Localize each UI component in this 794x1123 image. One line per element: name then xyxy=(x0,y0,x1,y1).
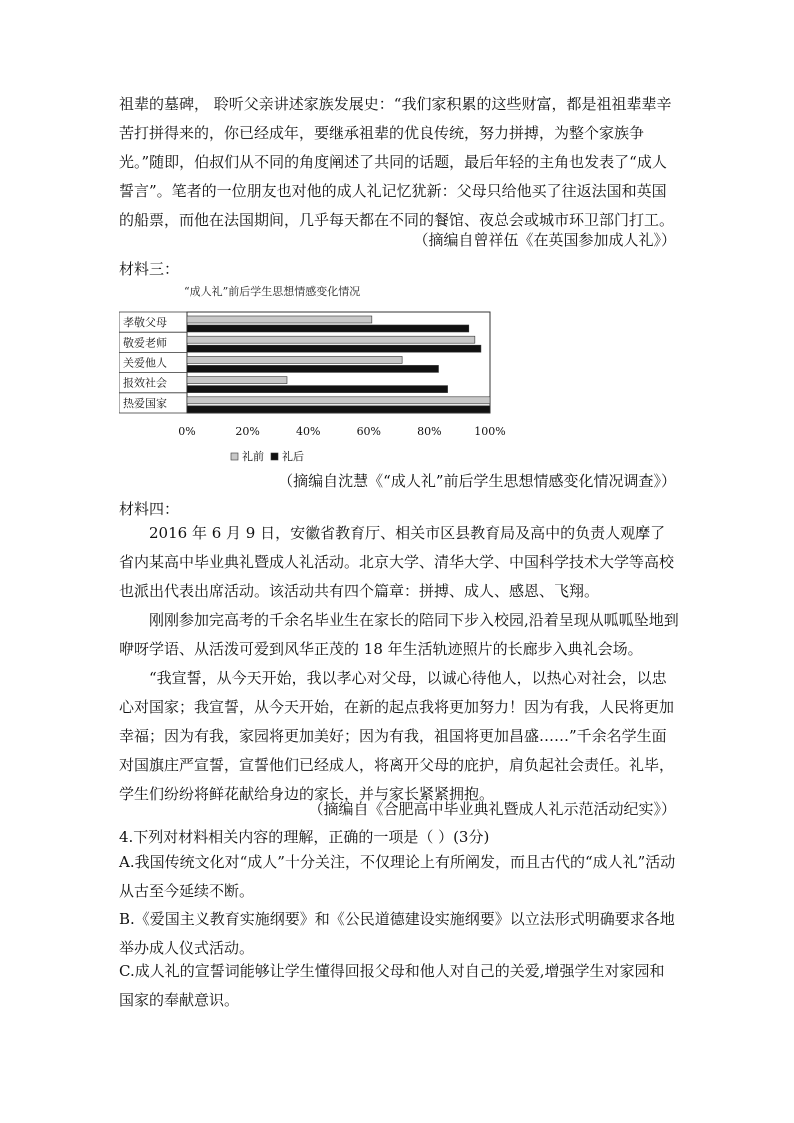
option-b: B.《爱国主义教育实施纲要》和《公民道德建设实施纲要》以立法形式明确要求各地举办成人仪式活动。 xyxy=(119,910,675,957)
x-tick-label: 80% xyxy=(417,425,442,438)
option-c: C.成人礼的宣誓词能够让学生懂得回报父母和他人对自己的关爱,增强学生对家园和国家的奉献意识。 xyxy=(119,962,665,1009)
bar-before xyxy=(187,377,287,384)
category-label: 热爱国家 xyxy=(123,396,167,410)
category-label: 关爱他人 xyxy=(123,356,167,370)
material2-source: （摘编自曾祥伍《在英国参加成人礼》） xyxy=(413,231,676,249)
material4-source: （摘编自《合肥高中毕业典礼暨成人礼示范活动纪实》） xyxy=(308,800,676,818)
bar-after xyxy=(187,345,481,352)
x-tick-label: 60% xyxy=(356,425,382,438)
legend-swatch xyxy=(231,453,238,460)
bar-before xyxy=(187,336,475,343)
material4-paragraph-2: 刚刚参加完高考的千余名毕业生在家长的陪同下步入校园,沿着呈现从呱呱坠地到咿呀学语、从活泼可爱到风华正茂的 18 年生活轨迹照片的长廊步入典礼会场。 xyxy=(119,611,679,658)
category-label: 孝敬父母 xyxy=(123,316,167,330)
x-tick-label: 40% xyxy=(295,425,321,438)
material3-label: 材料三： xyxy=(119,260,180,278)
option-a: A.我国传统文化对“成人”十分关注，不仅理论上有所阐发，而且古代的“成人礼”活动从古至今延续不断。 xyxy=(119,853,676,900)
x-tick-label: 20% xyxy=(235,425,260,438)
bar-after xyxy=(187,365,438,372)
chart-title: “成人礼”前后学生思想情感变化情况 xyxy=(184,285,361,298)
question-stem: 4.下列对材料相关内容的理解，正确的一项是（ ）(3分) xyxy=(119,828,490,846)
bar-before xyxy=(187,397,490,404)
material4-label: 材料四： xyxy=(119,500,180,518)
bar-chart xyxy=(119,282,539,472)
bar-before xyxy=(187,356,402,363)
x-tick-label: 0% xyxy=(178,425,196,438)
legend-label: 礼后 xyxy=(282,450,304,463)
material3-source: （摘编自沈慧《“成人礼”前后学生思想情感变化情况调查》） xyxy=(278,472,676,490)
legend-swatch xyxy=(271,453,278,460)
bar-after xyxy=(187,386,448,393)
legend-label: 礼前 xyxy=(242,450,264,463)
material4-paragraph-3: “我宣誓，从今天开始，我以孝心对父母，以诚心待他人，以热心对社会，以忠心对国家；我宣誓，从今天开始，在新的起点我将更加努力！因为有我，人民将更加幸福；因为有我，家园将更加美好；因为有我，祖国将更加昌盛……”千余名学生面对国旗庄严宣誓，宣誓他们已经成人，将离开父母的庇护，肩负起社会责任。礼毕，学生们纷纷将鲜花献给身边的家长，并与家长紧紧拥抱。 xyxy=(119,669,675,803)
bar-after xyxy=(187,406,490,413)
chart-plot xyxy=(119,312,506,463)
category-label: 报效社会 xyxy=(123,376,167,390)
material2-paragraph: 祖辈的墓碑， 聆听父亲讲述家族发展史：“我们家积累的这些财富，都是祖祖辈辈辛苦打拼得来的，你已经成年，要继承祖辈的优良传统，努力拼搏，为整个家族争光。”随即，伯叔们从不同的角度阐述了共同的话题，最后年轻的主角也发表了“成人誓言”。笔者的一位朋友也对他的成人礼记忆犹新：父母只给他买了往返法国和英国的船票，而他在法国期间，几乎每天都在不同的餐馆、夜总会或城市环卫部门打工。 xyxy=(119,95,675,229)
x-tick-label: 100% xyxy=(474,425,506,438)
category-label: 敬爱老师 xyxy=(123,336,167,350)
bar-before xyxy=(187,316,372,323)
bar-after xyxy=(187,325,469,332)
material4-paragraph-1: 2016 年 6 月 9 日，安徽省教育厅、相关市区县教育局及高中的负责人观摩了省内某高中毕业典礼暨成人礼活动。北京大学、清华大学、中国科学技术大学等高校也派出代表出席活动。该活动共有四个篇章：拼搏、成人、感恩、飞翔。 xyxy=(119,524,675,600)
